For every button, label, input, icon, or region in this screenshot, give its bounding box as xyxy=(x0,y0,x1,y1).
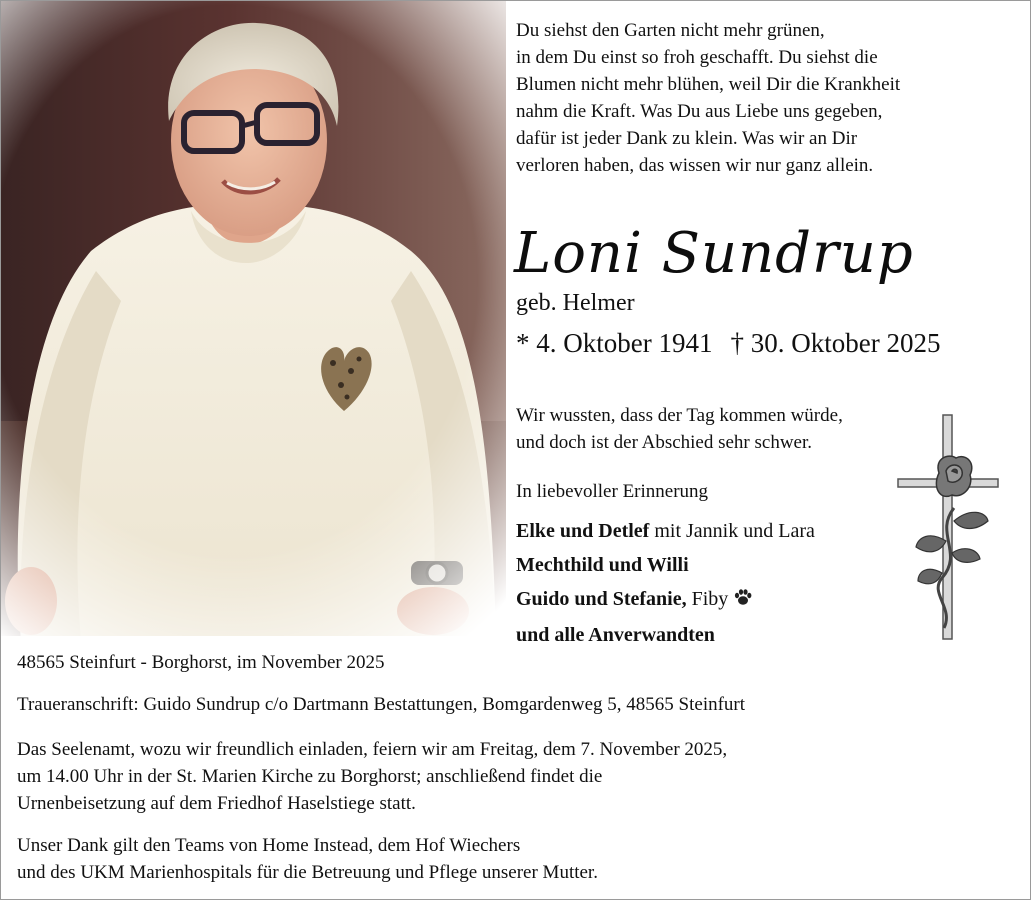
thanks-line: und des UKM Marienhospitals für die Betreuung und Pflege unserer Mutter. xyxy=(17,862,598,883)
quote-line: Wir wussten, dass der Tag kommen würde, xyxy=(516,405,843,426)
poem-line: in dem Du einst so froh geschafft. Du siehst die xyxy=(516,47,878,68)
mourner-names: Mechthild und Willi xyxy=(516,554,689,576)
requiem-line: Das Seelenamt, wozu wir freundlich einladen, feiern wir am Freitag, dem 7. November 2025, xyxy=(17,739,728,760)
thanks-line: Unser Dank gilt den Teams von Home Instead, dem Hof Wiechers xyxy=(17,835,521,856)
mourner-extra: mit Jannik und Lara xyxy=(649,520,815,542)
mourner-row xyxy=(516,618,815,652)
poem-line: verloren haben, das wissen wir nur ganz allein. xyxy=(516,155,874,176)
requiem-line: um 14.00 Uhr in der St. Marien Kirche zu Borghorst; anschließend findet die xyxy=(17,766,603,787)
thanks-note xyxy=(17,832,1017,886)
poem-line: Blumen nicht mehr blühen, weil Dir die Krankheit xyxy=(516,74,901,95)
mourning-address: Traueranschrift: Guido Sundrup c/o Dartmann Bestattungen, Bomgardenweg 5, 48565 Steinfurt xyxy=(17,694,746,715)
portrait-photo xyxy=(1,1,506,636)
memory-line: In liebevoller Erinnerung xyxy=(516,481,709,502)
mourner-names: Elke und Detlef xyxy=(516,520,650,542)
mourner-names: Guido und Stefanie, xyxy=(516,588,687,610)
mourner-row xyxy=(516,514,815,548)
mourner-row xyxy=(516,548,815,582)
mourner-names: und alle Anverwandten xyxy=(516,624,715,646)
death-date: † 30. Oktober 2025 xyxy=(730,328,941,358)
birth-date: * 4. Oktober 1941 xyxy=(516,328,713,358)
cross-with-rose-icon xyxy=(894,413,1004,643)
quote-line: und doch ist der Abschied sehr schwer. xyxy=(516,432,813,453)
deceased-name: Loni Sundrup xyxy=(514,221,914,286)
poem-line: dafür ist jeder Dank zu klein. Was wir an Dir xyxy=(516,128,858,149)
life-dates xyxy=(516,326,940,360)
place-and-date: 48565 Steinfurt - Borghorst, im November 2025 xyxy=(17,652,385,673)
poem-line: Du siehst den Garten nicht mehr grünen, xyxy=(516,20,825,41)
poem xyxy=(516,17,1016,179)
farewell-quote xyxy=(516,402,843,456)
mourner-extra: Fiby xyxy=(686,588,729,610)
mourners-list xyxy=(516,514,815,652)
requiem-notice xyxy=(17,736,1017,817)
maiden-name: geb. Helmer xyxy=(516,290,635,316)
mourner-row xyxy=(516,582,815,618)
poem-line: nahm die Kraft. Was Du aus Liebe uns gegeben, xyxy=(516,101,883,122)
requiem-line: Urnenbeisetzung auf dem Friedhof Haselstiege statt. xyxy=(17,793,416,814)
paw-icon xyxy=(733,584,753,618)
